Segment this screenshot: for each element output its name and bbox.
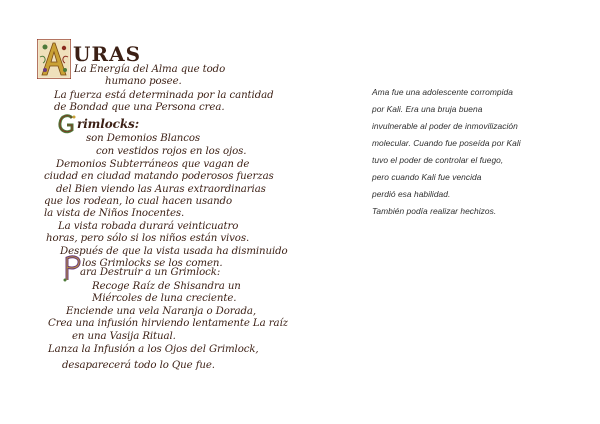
text-line: Recoge Raíz de Shisandra un — [92, 281, 241, 292]
text-line: horas, pero sólo si los niños están vivos. — [46, 233, 250, 244]
note-line: Ama fue una adolescente corrompida — [372, 87, 513, 97]
text-line: Lanza la Infusión a los Ojos del Grimlock, — [48, 344, 259, 355]
note-line: tuvo el poder de controlar el fuego, — [372, 155, 504, 165]
note-line: por Kali. Era una bruja buena — [372, 104, 483, 114]
title-auras: URAS — [73, 42, 142, 66]
note-line: molecular. Cuando fue poseída por Kali — [372, 138, 521, 148]
text-line: en una Vasija Ritual. — [72, 331, 176, 342]
heading-grimlocks: rimlocks: — [77, 117, 140, 131]
note-line: pero cuando Kali fue vencida — [372, 172, 482, 182]
note-line: invulnerable al poder de inmovilización — [372, 121, 518, 131]
text-line: Crea una infusión hirviendo lentamente La raíz — [48, 318, 288, 329]
text-line: desaparecerá todo lo Que fue. — [62, 360, 215, 371]
text-line: Miércoles de luna creciente. — [92, 293, 237, 304]
text-line: la vista de Niños Inocentes. — [44, 208, 185, 219]
text-line: Después de que la vista usada ha disminuido — [60, 246, 288, 257]
text-line: los Grimlocks se los comen. — [82, 258, 223, 269]
note-line: perdió esa habilidad. — [372, 189, 451, 199]
text-line: ciudad en ciudad matando poderosos fuerzas — [44, 171, 274, 182]
illuminated-initial-g — [57, 113, 77, 135]
text-line: humano posee. — [105, 76, 182, 87]
text-line: La vista robada durará veinticuatro — [58, 221, 239, 232]
text-line: Demonios Subterráneos que vagan de — [56, 159, 250, 170]
heading-destruir: ara Destruir a un Grimlock: — [80, 267, 221, 278]
text-line: La fuerza está determinada por la cantidad — [54, 90, 274, 101]
text-line: de Bondad que una Persona crea. — [54, 102, 225, 113]
text-line: que los rodean, lo cual hacen usando — [44, 196, 232, 207]
note-line: También podía realizar hechizos. — [372, 206, 497, 216]
text-line: Enciende una vela Naranja o Dorada, — [66, 306, 257, 317]
text-line: del Bien viendo las Auras extraordinarias — [56, 184, 266, 195]
illuminated-initial-p — [62, 254, 82, 282]
right-page — [300, 0, 600, 424]
text-line: son Demonios Blancos — [86, 133, 201, 144]
illuminated-initial-a — [37, 39, 71, 79]
text-line: La Energía del Alma que todo — [74, 64, 226, 75]
text-line: con vestidos rojos en los ojos. — [96, 146, 247, 157]
